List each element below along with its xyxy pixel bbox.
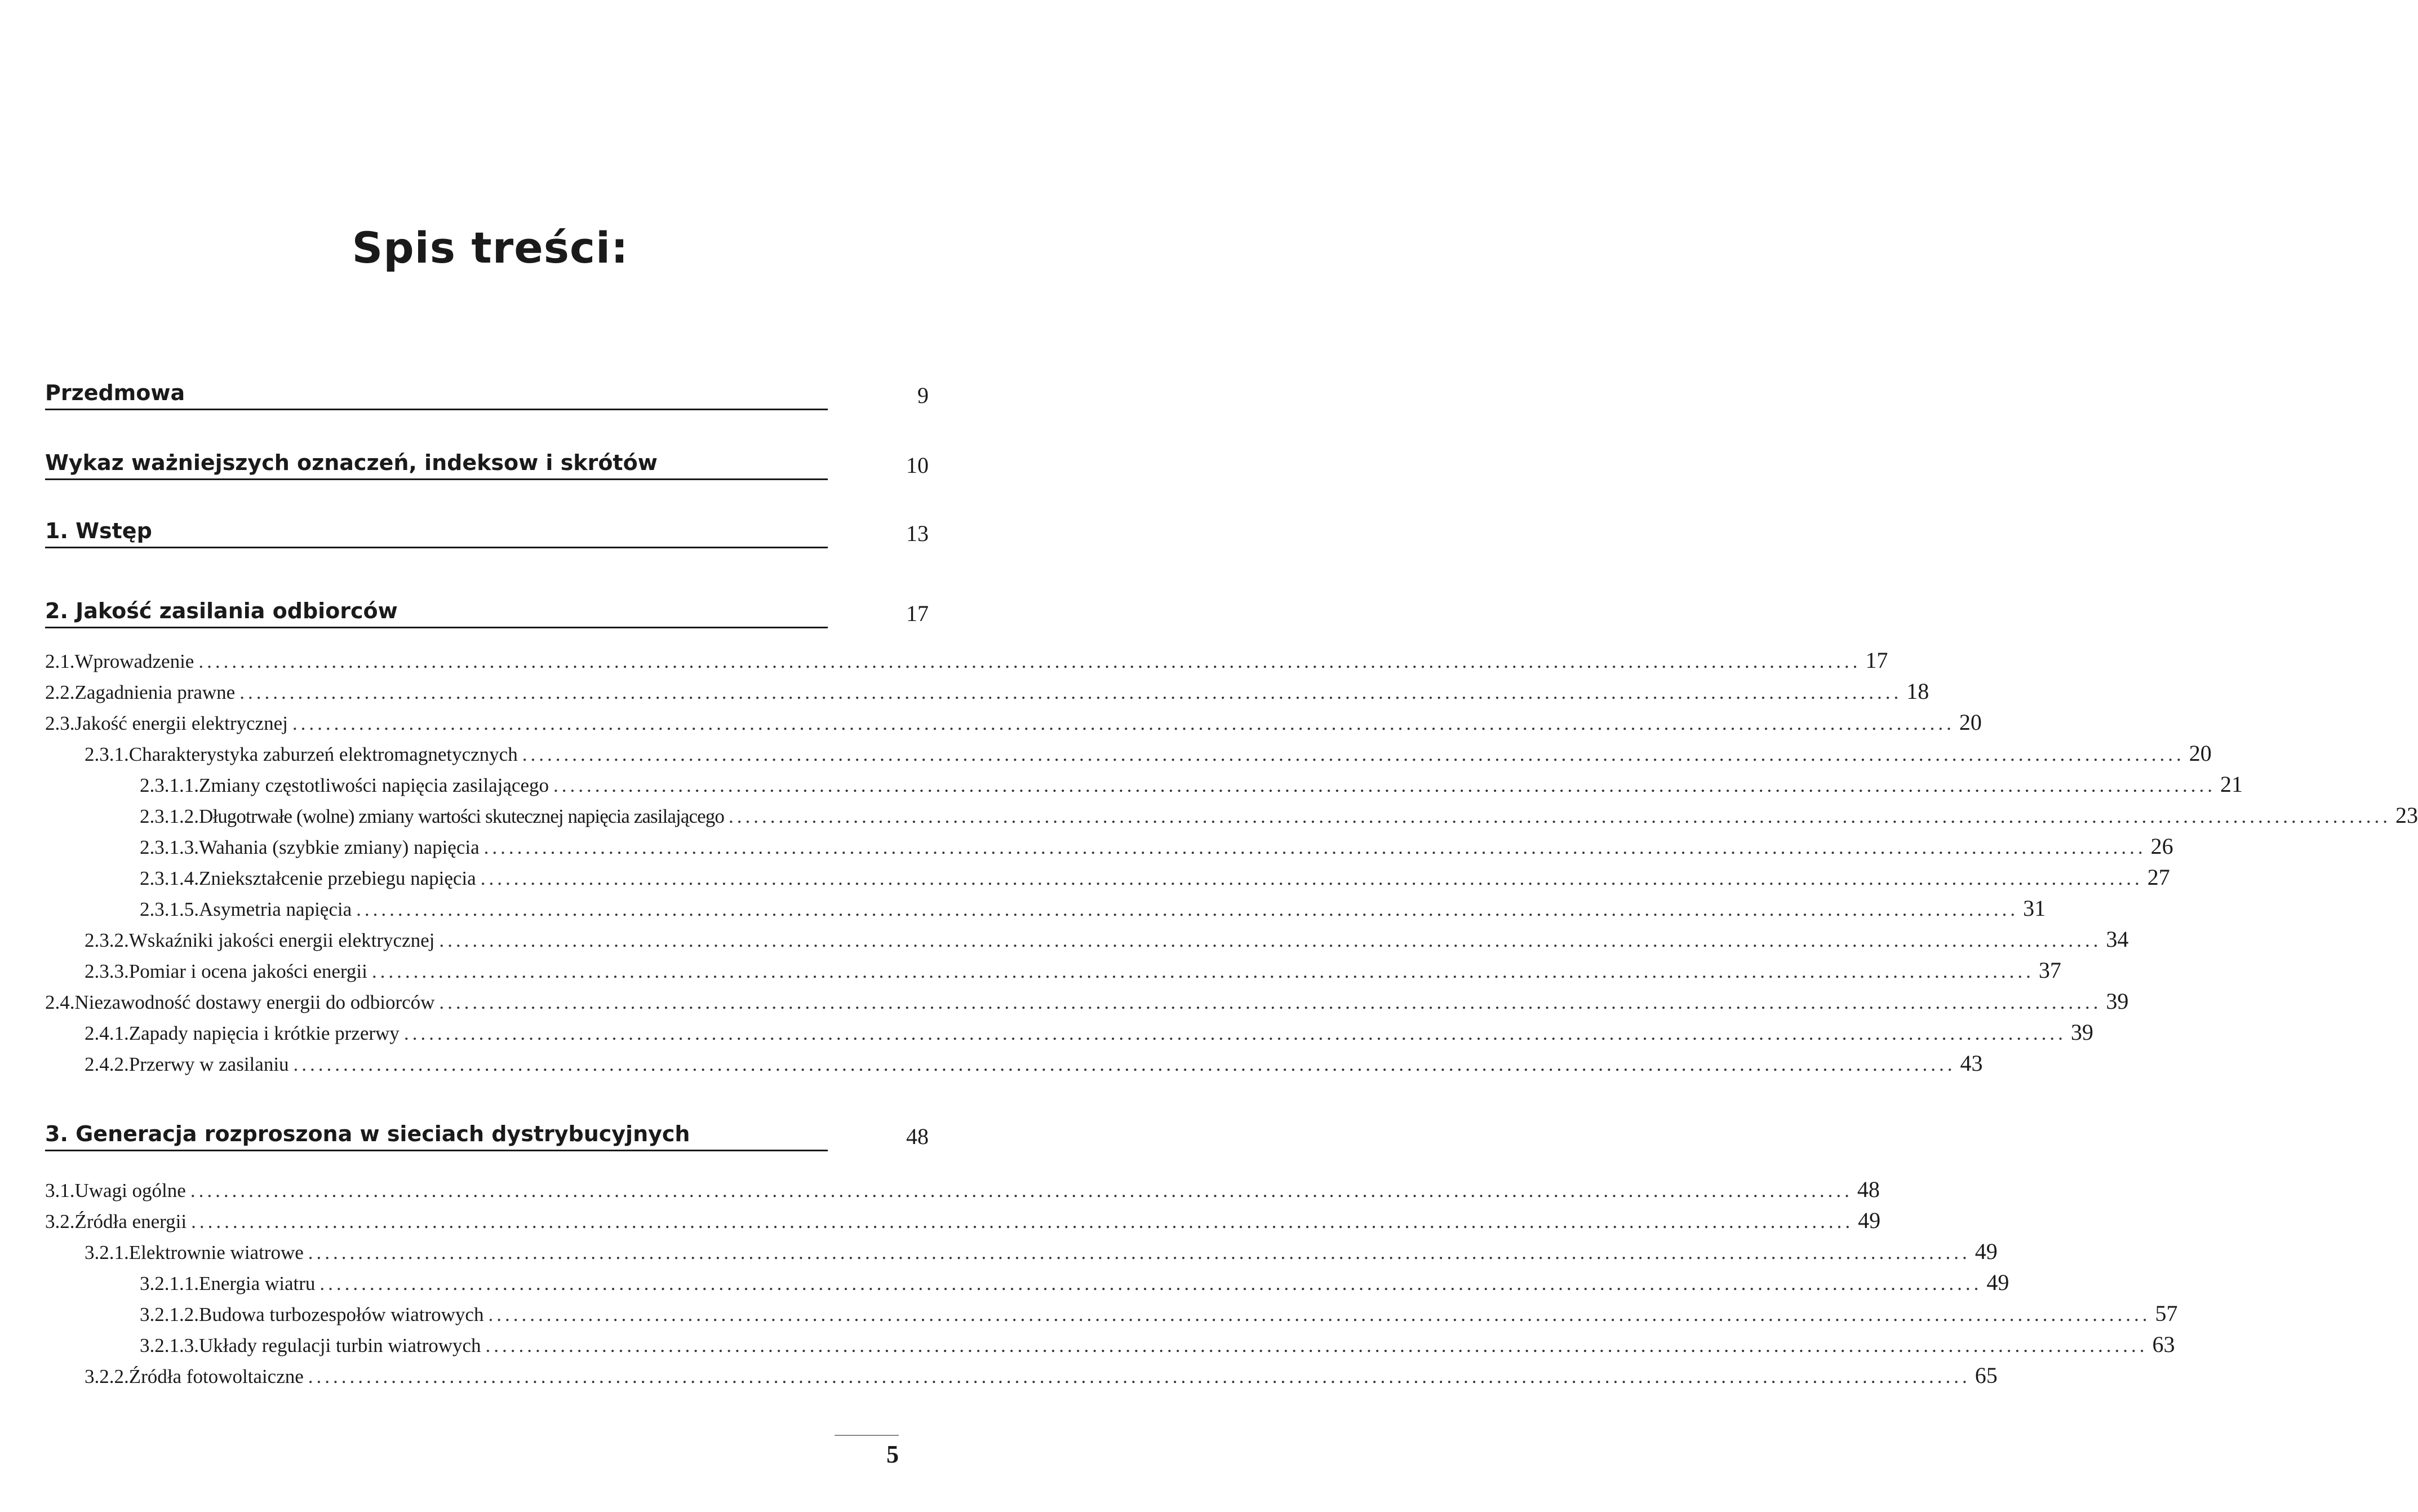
entry-number: 2.3.1.4. bbox=[140, 867, 199, 889]
dot-leader: ........................................................................................................................................................................................................ bbox=[371, 960, 2034, 982]
toc-entry-2-3-1-5[interactable] bbox=[140, 893, 2046, 924]
entry-label: Wskaźniki jakości energii elektrycznej bbox=[128, 929, 435, 951]
entry-label: Niezawodność dostawy energii do odbiorców bbox=[74, 991, 435, 1013]
entry-number: 2.3. bbox=[45, 712, 75, 734]
entry-number: 3.2.1.1. bbox=[140, 1272, 199, 1294]
entry-page: 48 bbox=[1857, 1177, 1880, 1202]
entry-number: 2.3.1.1. bbox=[140, 774, 199, 796]
entry-number: 2.3.1.5. bbox=[140, 898, 199, 920]
entry-number: 3.2.1.2. bbox=[140, 1303, 199, 1325]
dot-leader: ........................................................................................................................................................................................................ bbox=[480, 867, 2143, 889]
toc-entry-2-3-2[interactable] bbox=[85, 924, 2129, 955]
chapter-label: 2. Jakość zasilania odbiorców bbox=[45, 598, 398, 623]
dot-leader: ........................................................................................................................................................................................................ bbox=[292, 712, 1955, 734]
entry-page: 49 bbox=[1858, 1208, 1881, 1233]
entry-label: Pomiar i ocena jakości energii bbox=[128, 960, 367, 982]
entry-page: 39 bbox=[2106, 988, 2129, 1014]
toc-entry-3-2-2[interactable] bbox=[85, 1360, 1998, 1391]
folio-rule bbox=[835, 1435, 899, 1436]
dot-leader: ........................................................................................................................................................................................................ bbox=[728, 805, 2391, 827]
chapter-page: 48 bbox=[906, 1124, 929, 1149]
chapter-rule bbox=[45, 1150, 828, 1151]
entry-label: Źródła energii bbox=[74, 1211, 187, 1232]
toc-entry-2-1[interactable] bbox=[45, 645, 1888, 676]
chapter-rule bbox=[45, 627, 828, 628]
toc-entry-2-4[interactable] bbox=[45, 986, 2129, 1017]
toc-entry-3-1[interactable] bbox=[45, 1174, 1880, 1205]
dot-leader: ........................................................................................................................................................................................................ bbox=[239, 681, 1902, 703]
toc-chapter-przedmowa[interactable] bbox=[45, 365, 929, 410]
chapter-label: Przedmowa bbox=[45, 380, 185, 405]
toc-entry-3-2-1-1[interactable] bbox=[140, 1267, 2009, 1298]
chapter-rule bbox=[45, 409, 828, 410]
entry-number: 2.3.1. bbox=[85, 743, 129, 765]
dot-leader: ........................................................................................................................................................................................................ bbox=[356, 898, 2019, 920]
entry-label: Jakość energii elektrycznej bbox=[74, 712, 288, 734]
entry-page: 26 bbox=[2150, 833, 2173, 859]
entry-page: 49 bbox=[1975, 1239, 1998, 1264]
dot-leader: ........................................................................................................................................................................................................ bbox=[198, 650, 1861, 672]
page-number: 5 bbox=[886, 1440, 899, 1468]
chapter-label: 1. Wstęp bbox=[45, 518, 152, 543]
entry-number: 2.4.1. bbox=[85, 1022, 129, 1044]
toc-entry-3-2[interactable] bbox=[45, 1205, 1881, 1236]
entry-page: 20 bbox=[1959, 710, 1982, 735]
dot-leader: ........................................................................................................................................................................................................ bbox=[190, 1180, 1853, 1201]
toc-entry-2-3-1-3[interactable] bbox=[140, 831, 2173, 862]
entry-page: 34 bbox=[2106, 926, 2129, 952]
toc-entry-3-2-1-2[interactable] bbox=[140, 1298, 2178, 1329]
chapter-rule bbox=[45, 547, 828, 548]
entry-page: 23 bbox=[2395, 802, 2418, 828]
page-title: Spis treści: bbox=[352, 223, 629, 273]
chapter-page: 9 bbox=[917, 383, 929, 408]
dot-leader: ........................................................................................................................................................................................................ bbox=[485, 1334, 2148, 1356]
entry-label: Długotrwałe (wolne) zmiany wartości skutecznej napięcia zasilającego bbox=[199, 805, 724, 827]
dot-leader: ........................................................................................................................................................................................................ bbox=[522, 743, 2185, 765]
dot-leader: ........................................................................................................................................................................................................ bbox=[483, 836, 2146, 858]
dot-leader: ........................................................................................................................................................................................................ bbox=[293, 1053, 1956, 1075]
entry-page: 39 bbox=[2070, 1019, 2093, 1045]
entry-label: Zniekształcenie przebiegu napięcia bbox=[199, 867, 476, 889]
chapter-page: 10 bbox=[906, 453, 929, 478]
entry-page: 21 bbox=[2220, 771, 2243, 797]
chapter-rule bbox=[45, 478, 828, 480]
entry-number: 2.4.2. bbox=[85, 1053, 129, 1075]
toc-chapter-3[interactable] bbox=[45, 1106, 929, 1151]
entry-number: 3.2.1.3. bbox=[140, 1334, 199, 1356]
toc-entry-2-4-1[interactable] bbox=[85, 1017, 2093, 1048]
entry-number: 2.3.1.3. bbox=[140, 836, 199, 858]
toc-chapter-wykaz[interactable] bbox=[45, 435, 929, 480]
toc-entry-2-3-1-2[interactable] bbox=[140, 800, 2418, 831]
entry-label: Energia wiatru bbox=[199, 1272, 316, 1294]
entry-label: Wahania (szybkie zmiany) napięcia bbox=[199, 836, 480, 858]
entry-label: Charakterystyka zaburzeń elektromagnetycznych bbox=[128, 743, 518, 765]
toc-entry-3-2-1-3[interactable] bbox=[140, 1329, 2175, 1360]
entry-number: 2.1. bbox=[45, 650, 75, 672]
dot-leader: ........................................................................................................................................................................................................ bbox=[191, 1211, 1854, 1232]
entry-page: 43 bbox=[1960, 1050, 1983, 1076]
entry-page: 31 bbox=[2023, 895, 2046, 921]
entry-label: Asymetria napięcia bbox=[199, 898, 352, 920]
entry-label: Przerwy w zasilaniu bbox=[128, 1053, 289, 1075]
toc-chapter-2[interactable] bbox=[45, 583, 929, 628]
dot-leader: ........................................................................................................................................................................................................ bbox=[308, 1241, 1971, 1263]
toc-entry-2-3-3[interactable] bbox=[85, 955, 2061, 986]
entry-page: 49 bbox=[1986, 1270, 2009, 1295]
entry-page: 27 bbox=[2147, 864, 2170, 890]
entry-label: Zapady napięcia i krótkie przerwy bbox=[128, 1022, 400, 1044]
entry-page: 37 bbox=[2038, 957, 2061, 983]
toc-entry-2-3-1-4[interactable] bbox=[140, 862, 2170, 893]
entry-label: Źródła fotowoltaiczne bbox=[128, 1365, 304, 1387]
chapter-page: 13 bbox=[906, 521, 929, 546]
entry-page: 63 bbox=[2152, 1332, 2175, 1357]
entry-label: Układy regulacji turbin wiatrowych bbox=[199, 1334, 481, 1356]
dot-leader: ........................................................................................................................................................................................................ bbox=[439, 991, 2102, 1013]
toc-entry-2-3[interactable] bbox=[45, 707, 1982, 738]
entry-label: Zmiany częstotliwości napięcia zasilającego bbox=[199, 774, 549, 796]
entry-label: Wprowadzenie bbox=[74, 650, 194, 672]
entry-number: 2.2. bbox=[45, 681, 75, 703]
entry-label: Elektrownie wiatrowe bbox=[128, 1241, 304, 1263]
entry-number: 3.2.2. bbox=[85, 1365, 129, 1387]
toc-entry-3-2-1[interactable] bbox=[85, 1236, 1998, 1267]
dot-leader: ........................................................................................................................................................................................................ bbox=[553, 774, 2216, 796]
entry-label: Zagadnienia prawne bbox=[74, 681, 236, 703]
entry-number: 2.3.1.2. bbox=[140, 805, 199, 827]
dot-leader: ........................................................................................................................................................................................................ bbox=[308, 1365, 1971, 1387]
chapter-label: Wykaz ważniejszych oznaczeń, indeksow i skrótów bbox=[45, 450, 658, 475]
entry-number: 3.2. bbox=[45, 1211, 75, 1232]
toc-entry-2-3-1-1[interactable] bbox=[140, 769, 2243, 800]
toc-entry-2-4-2[interactable] bbox=[85, 1048, 1983, 1079]
chapter-page: 17 bbox=[906, 601, 929, 626]
dot-leader: ........................................................................................................................................................................................................ bbox=[439, 929, 2102, 951]
dot-leader: ........................................................................................................................................................................................................ bbox=[488, 1303, 2151, 1325]
entry-number: 2.4. bbox=[45, 991, 75, 1013]
entry-page: 57 bbox=[2155, 1301, 2178, 1326]
toc-chapter-1[interactable] bbox=[45, 503, 929, 548]
chapter-label: 3. Generacja rozproszona w sieciach dystrybucyjnych bbox=[45, 1121, 690, 1146]
entry-page: 18 bbox=[1906, 679, 1929, 704]
entry-page: 17 bbox=[1865, 648, 1888, 673]
entry-number: 3.1. bbox=[45, 1180, 75, 1201]
entry-number: 2.3.3. bbox=[85, 960, 129, 982]
entry-label: Uwagi ogólne bbox=[74, 1180, 186, 1201]
toc-entry-2-2[interactable] bbox=[45, 676, 1929, 707]
entry-number: 3.2.1. bbox=[85, 1241, 129, 1263]
dot-leader: ........................................................................................................................................................................................................ bbox=[320, 1272, 1982, 1294]
toc-entry-2-3-1[interactable] bbox=[85, 738, 2212, 769]
entry-page: 65 bbox=[1975, 1363, 1998, 1388]
entry-label: Budowa turbozespołów wiatrowych bbox=[199, 1303, 484, 1325]
entry-number: 2.3.2. bbox=[85, 929, 129, 951]
dot-leader: ........................................................................................................................................................................................................ bbox=[403, 1022, 2066, 1044]
entry-page: 20 bbox=[2189, 741, 2212, 766]
